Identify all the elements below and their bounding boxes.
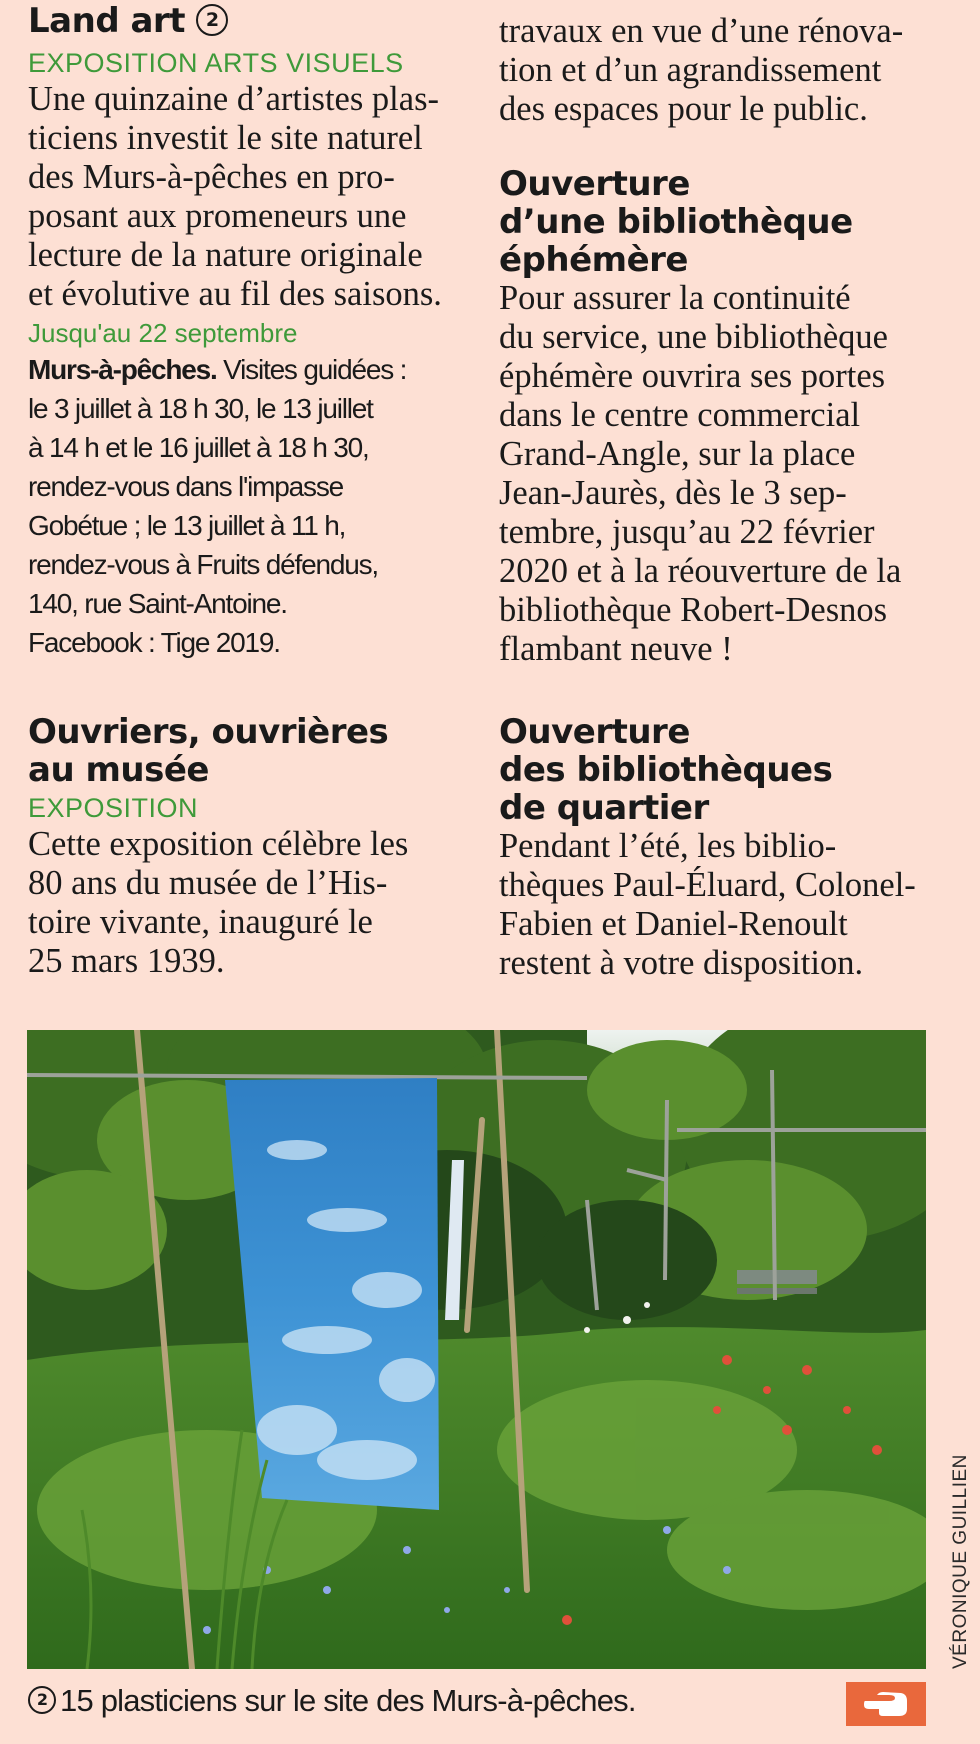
body-line: Cette exposition célèbre les bbox=[28, 825, 409, 863]
practical-text: Visites guidées : bbox=[216, 354, 407, 385]
body-line: posant aux promeneurs une bbox=[28, 197, 407, 235]
article-body bbox=[28, 80, 454, 314]
body-line: 25 mars 1939. bbox=[28, 942, 225, 980]
article-title bbox=[28, 713, 454, 789]
body-line: travaux en vue d’une rénova- bbox=[499, 12, 904, 50]
body-line: Grand-Angle, sur la place bbox=[499, 435, 856, 473]
body-line: lecture de la nature originale bbox=[28, 236, 423, 274]
event-date: Jusqu'au 22 septembre bbox=[28, 318, 298, 348]
title-line: au musée bbox=[28, 750, 209, 790]
body-line: Pendant l’été, les biblio- bbox=[499, 827, 837, 865]
garden-photo bbox=[27, 1030, 926, 1669]
article-category: EXPOSITION bbox=[28, 793, 199, 823]
practical-info bbox=[28, 350, 454, 662]
body-line: toire vivante, inauguré le bbox=[28, 903, 373, 941]
photo-caption bbox=[28, 1681, 636, 1721]
land-art-title: Land art bbox=[28, 1, 185, 41]
body-line: ticiens investit le site naturel bbox=[28, 119, 423, 157]
photo-ref-badge: 2 bbox=[196, 4, 228, 36]
practical-line: à 14 h et le 16 juillet à 18 h 30, bbox=[28, 432, 369, 463]
caption-text: 15 plasticiens sur le site des Murs-à-pêches. bbox=[60, 1683, 636, 1718]
title-line: d’une bibliothèque bbox=[499, 202, 853, 242]
practical-line: Facebook : Tige 2019. bbox=[28, 627, 280, 658]
practical-line: rendez-vous à Fruits défendus, bbox=[28, 549, 378, 580]
body-line: éphémère ouvrira ses portes bbox=[499, 357, 886, 395]
venue-name: Murs-à-pêches. bbox=[28, 354, 217, 385]
body-line: des Murs-à-pêches en pro- bbox=[28, 158, 395, 196]
garden-illustration bbox=[27, 1030, 926, 1669]
body-line: tion et d’un agrandissement bbox=[499, 51, 882, 89]
practical-line: Gobétue ; le 13 juillet à 11 h, bbox=[28, 510, 346, 541]
body-line: et évolutive au fil des saisons. bbox=[28, 275, 442, 313]
article-category: EXPOSITION ARTS VISUELS bbox=[28, 48, 404, 78]
article-bibliotheque-ephemere bbox=[499, 165, 925, 669]
body-line: thèques Paul-Éluard, Colonel- bbox=[499, 866, 916, 904]
title-line: Ouverture bbox=[499, 164, 690, 204]
caption-number-badge: 2 bbox=[28, 1686, 56, 1714]
article-ouvriers bbox=[28, 713, 454, 981]
body-line: flambant neuve ! bbox=[499, 630, 733, 668]
pointing-hand-icon bbox=[861, 1689, 911, 1719]
practical-line: rendez-vous dans l'impasse bbox=[28, 471, 343, 502]
body-line: tembre, jusqu’au 22 février bbox=[499, 513, 875, 551]
body-line: Pour assurer la continuité bbox=[499, 279, 851, 317]
photo-credit: VÉRONIQUE GUILLIEN bbox=[950, 1454, 971, 1669]
practical-line: 140, rue Saint-Antoine. bbox=[28, 588, 287, 619]
title-line: éphémère bbox=[499, 240, 688, 280]
title-line: de quartier bbox=[499, 788, 709, 828]
practical-line bbox=[28, 350, 454, 389]
article-body bbox=[499, 279, 925, 669]
body-line: Fabien et Daniel-Renoult bbox=[499, 905, 848, 943]
body-line: du service, une bibliothèque bbox=[499, 318, 888, 356]
article-land-art bbox=[28, 2, 454, 662]
article-title bbox=[499, 713, 925, 827]
body-line: Une quinzaine d’artistes plas- bbox=[28, 80, 439, 118]
title-line: des bibliothèques bbox=[499, 750, 833, 790]
article-title bbox=[499, 165, 925, 279]
body-line: bibliothèque Robert-Desnos bbox=[499, 591, 888, 629]
article-body bbox=[28, 825, 454, 981]
continued-text bbox=[499, 12, 925, 129]
body-line: Jean-Jaurès, dès le 3 sep- bbox=[499, 474, 847, 512]
article-body bbox=[499, 827, 925, 983]
body-line: restent à votre disposition. bbox=[499, 944, 864, 982]
body-line: des espaces pour le public. bbox=[499, 90, 868, 128]
title-line: Ouvriers, ouvrières bbox=[28, 712, 389, 752]
body-line: 2020 et à la réouverture de la bbox=[499, 552, 902, 590]
body-line: dans le centre commercial bbox=[499, 396, 861, 434]
practical-line: le 3 juillet à 18 h 30, le 13 juillet bbox=[28, 393, 373, 424]
next-page-button[interactable] bbox=[846, 1682, 926, 1726]
title-line: Ouverture bbox=[499, 712, 690, 752]
article-title bbox=[28, 2, 454, 40]
article-bibliotheques-quartier bbox=[499, 713, 925, 983]
body-line: 80 ans du musée de l’His- bbox=[28, 864, 388, 902]
